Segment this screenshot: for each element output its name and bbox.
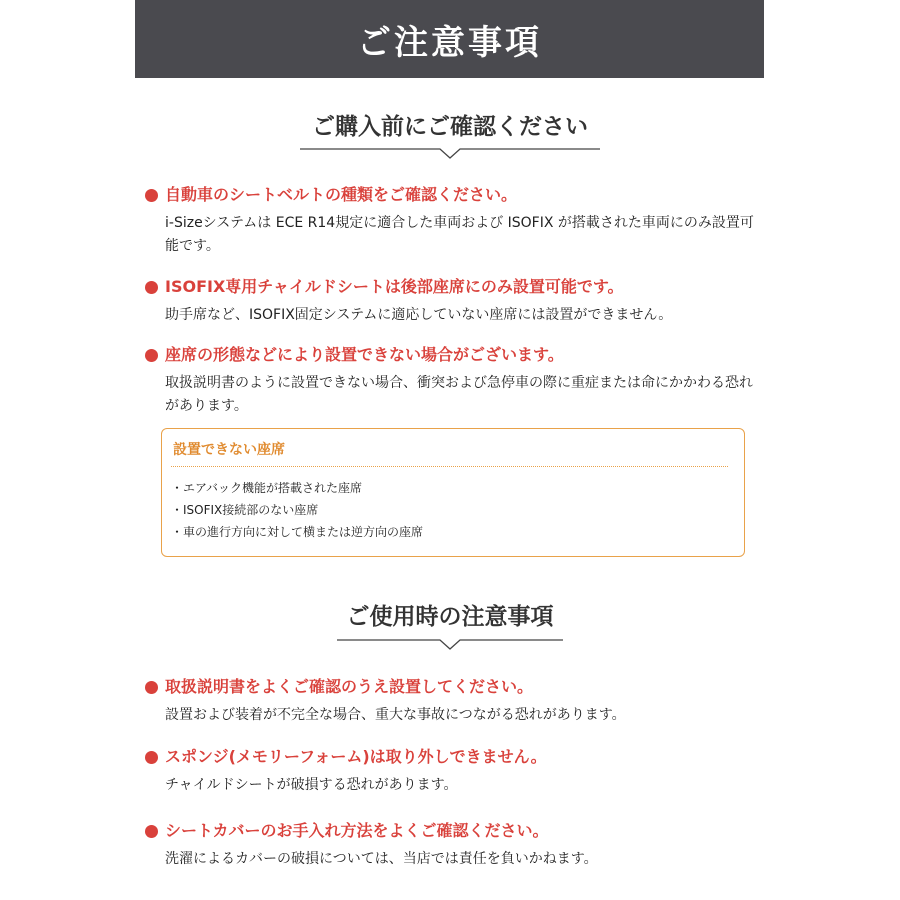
notice-item-body: 設置および装着が不完全な場合、重大な事故につながる恐れがあります。 (165, 707, 626, 723)
notice-item-title (145, 276, 765, 298)
notice-item (145, 820, 765, 871)
notice-item (145, 184, 765, 258)
notice-item-title (145, 746, 765, 768)
red-bullet-icon (145, 681, 158, 694)
red-bullet-icon (145, 189, 158, 202)
unsupported-seats-list (171, 477, 423, 543)
section-underline-chevron (337, 637, 563, 651)
notice-item-body: i-Sizeシステムは ECE R14規定に適合した車両および ISOFIX が搭載された車両にのみ設置可能です。 (165, 215, 754, 254)
notice-item-title (145, 184, 765, 206)
section-heading-before-purchase: ご購入前にご確認ください (312, 114, 588, 140)
red-bullet-icon (145, 349, 158, 362)
section-underline-chevron (300, 146, 600, 160)
notice-item-body: 助手席など、ISOFIX固定システムに適応していない座席には設置ができません。 (165, 307, 673, 323)
page-banner (135, 0, 764, 78)
notice-item-title-text: スポンジ(メモリーフォーム)は取り外しできません。 (165, 747, 547, 766)
section-heading-during-use: ご使用時の注意事項 (346, 604, 554, 630)
notice-item (145, 676, 765, 727)
notice-item (145, 746, 765, 797)
red-bullet-icon (145, 281, 158, 294)
notice-item (145, 276, 765, 327)
list-item: ・ ISOFIX接続部のない座席 (171, 499, 423, 521)
notice-item-body: チャイルドシートが破損する恐れがあります。 (165, 777, 458, 793)
red-bullet-icon (145, 825, 158, 838)
notice-item-title-text: 座席の形態などにより設置できない場合がございます。 (165, 345, 564, 364)
unsupported-seats-box (161, 428, 745, 557)
list-item: ・ エアバック機能が搭載された座席 (171, 477, 423, 499)
notice-item-body: 洗濯によるカバーの破損については、当店では責任を負いかねます。 (165, 851, 598, 867)
notice-item-title-text: 取扱説明書をよくご確認のうえ設置してください。 (165, 677, 534, 696)
notice-item-title (145, 676, 765, 698)
notice-item (145, 344, 765, 418)
notice-item-title-text: ISOFIX専用チャイルドシートは後部座席にのみ設置可能です。 (165, 277, 624, 296)
notice-item-title (145, 820, 765, 842)
dotted-divider (171, 466, 728, 467)
unsupported-seats-title: 設置できない座席 (173, 442, 285, 458)
notice-item-title (145, 344, 765, 366)
notice-item-body: 取扱説明書のように設置できない場合、衝突および急停車の際に重症または命にかかわる恐れがあります。 (165, 375, 753, 414)
notice-item-title-text: シートカバーのお手入れ方法をよくご確認ください。 (165, 821, 549, 840)
list-item: ・ 車の進行方向に対して横または逆方向の座席 (171, 521, 423, 543)
red-bullet-icon (145, 751, 158, 764)
page-title: ご注意事項 (357, 22, 542, 63)
notice-item-title-text: 自動車のシートベルトの種類をご確認ください。 (165, 185, 518, 204)
